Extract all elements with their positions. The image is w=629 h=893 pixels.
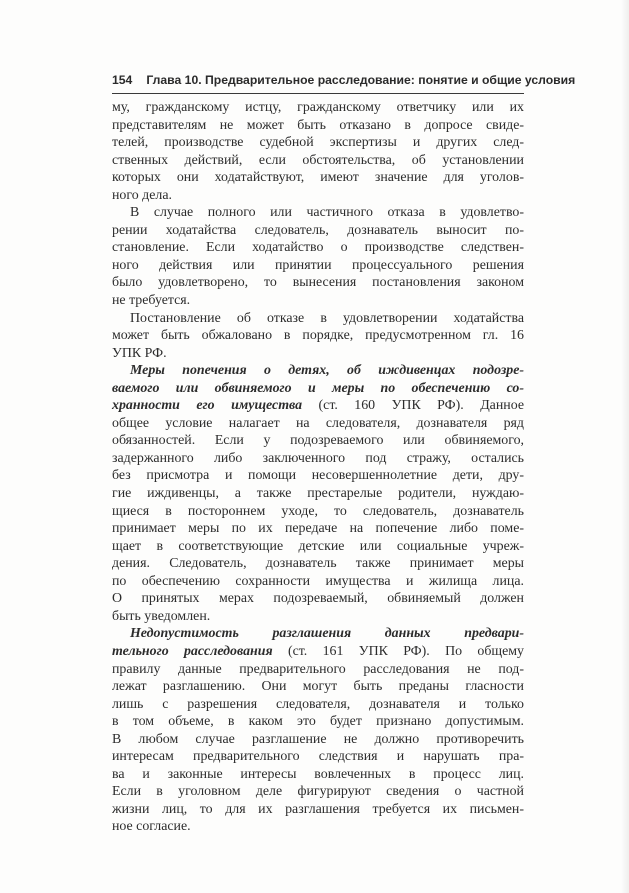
text-line (112, 169, 524, 187)
running-header (112, 68, 576, 92)
running-title: Глава 10. Предварительное расследование: понятие и общие условия (146, 73, 576, 87)
text-segment: телей, производстве судебной экспертизы и других след- (112, 135, 524, 151)
text-line (112, 661, 524, 679)
text-line (112, 134, 524, 152)
text-segment: гие иждивенцы, а также престарелые родители, нуждаю- (112, 486, 524, 502)
text-segment: (ст. 161 УПК РФ). По общему (272, 643, 524, 659)
text-line (112, 731, 524, 749)
text-segment: принимает меры по их передаче на попечение либо поме- (112, 521, 524, 537)
text-segment: становление. Если ходатайство о производстве следствен- (112, 240, 524, 256)
text-line (112, 152, 524, 170)
text-segment: правилу данные предварительного расследования не под- (112, 661, 524, 677)
text-segment: дения. Следователь, дознаватель также принимает меры (112, 556, 524, 572)
bold-italic-term: хранности его имущества (112, 398, 303, 414)
page-body-text (112, 99, 524, 836)
text-line (112, 485, 524, 503)
text-segment: ственных действий, если обстоятельства, об установлении (112, 152, 524, 168)
text-line (112, 345, 524, 363)
text-segment: ное согласие. (112, 819, 191, 835)
text-segment: (ст. 160 УПК РФ). Данное (302, 398, 524, 414)
text-segment: не требуется. (112, 293, 191, 309)
text-line (112, 818, 524, 836)
text-line (112, 538, 524, 556)
bold-italic-term: ваемого или обвиняемого и меры по обеспечению со- (112, 380, 524, 396)
text-line (112, 713, 524, 731)
text-line (112, 310, 524, 328)
text-segment: по обеспечению сохранности имущества и жилища лица. (112, 573, 524, 589)
text-segment: Постановление об отказе в удовлетворении ходатайства (130, 310, 524, 326)
text-line (112, 99, 524, 117)
text-line (112, 257, 524, 275)
text-segment: может быть обжаловано в порядке, предусмотренном гл. 16 (112, 328, 524, 344)
text-segment: О принятых мерах подозреваемый, обвиняемый должен (112, 591, 524, 607)
text-segment: ного дела. (112, 187, 172, 203)
text-line (112, 590, 524, 608)
text-segment: без присмотра и помощи несовершеннолетние дети, дру- (112, 468, 524, 484)
text-segment: Если в уголовном деле фигурируют сведения о частной (112, 784, 524, 800)
text-line (112, 783, 524, 801)
text-line (112, 573, 524, 591)
text-segment: общее условие налагает на следователя, дознавателя ряд (112, 415, 524, 431)
text-line (112, 503, 524, 521)
text-line (112, 274, 524, 292)
text-line (112, 117, 524, 135)
text-segment: лишь с разрешения следователя, дознавателя и только (112, 696, 524, 712)
text-line (112, 380, 524, 398)
text-line (112, 678, 524, 696)
text-line (112, 748, 524, 766)
text-segment: лежат разглашению. Они могут быть преданы гласности (112, 679, 524, 695)
text-segment: которых они ходатайствуют, имеют значение для уголов- (112, 170, 524, 186)
text-line (112, 204, 524, 222)
text-line (112, 467, 524, 485)
text-segment: щиеся в постороннем уходе, то следователь, дознаватель (112, 503, 524, 519)
text-line (112, 239, 524, 257)
text-line (112, 520, 524, 538)
text-segment: интересам предварительного следствия и нарушать пра- (112, 749, 524, 765)
scan-shadow (621, 0, 629, 893)
text-line (112, 696, 524, 714)
text-segment: щает в соответствующие детские или социальные учреж- (112, 538, 524, 554)
text-line (112, 432, 524, 450)
text-segment: ва и законные интересы вовлеченных в процесс лиц. (112, 766, 524, 782)
text-line (112, 625, 524, 643)
text-segment: было удовлетворено, то вынесения постановления законом (112, 275, 524, 291)
text-segment: представителям не может быть отказано в допросе свиде- (112, 117, 524, 133)
bold-italic-term: Недопустимость разглашения данных предвари- (130, 626, 524, 642)
header-rule (112, 93, 524, 94)
text-segment: жизни лиц, то для их разглашения требуется их письмен- (112, 801, 524, 817)
text-segment: рении ходатайства следователь, дознаватель выносит по- (112, 222, 524, 238)
text-line (112, 327, 524, 345)
text-segment: обязанностей. Если у подозреваемого или обвиняемого, (112, 433, 524, 449)
text-segment: быть уведомлен. (112, 608, 211, 624)
text-line (112, 415, 524, 433)
page-number: 154 (112, 73, 133, 87)
bold-italic-term: Меры попечения о детях, об иждивенцах подозре- (130, 363, 524, 379)
text-line (112, 643, 524, 661)
text-segment: му, гражданскому истцу, гражданскому ответчику или их (112, 100, 524, 115)
text-line (112, 801, 524, 819)
text-line (112, 362, 524, 380)
text-segment: УПК РФ. (112, 345, 167, 361)
text-segment: В любом случае разглашение не должно противоречить (112, 731, 524, 747)
text-segment: ного действия или принятии процессуального решения (112, 257, 524, 273)
text-segment: в том объеме, в каком это будет признано допустимым. (112, 714, 524, 730)
text-line (112, 608, 524, 626)
text-line (112, 766, 524, 784)
text-line (112, 222, 524, 240)
text-line (112, 397, 524, 415)
text-segment: задержанного либо заключенного под стражу, остались (112, 450, 524, 466)
text-line (112, 555, 524, 573)
bold-italic-term: тельного расследования (112, 643, 273, 659)
text-line (112, 450, 524, 468)
text-line (112, 292, 524, 310)
text-line (112, 187, 524, 205)
text-segment: В случае полного или частичного отказа в удовлетво- (130, 205, 524, 221)
